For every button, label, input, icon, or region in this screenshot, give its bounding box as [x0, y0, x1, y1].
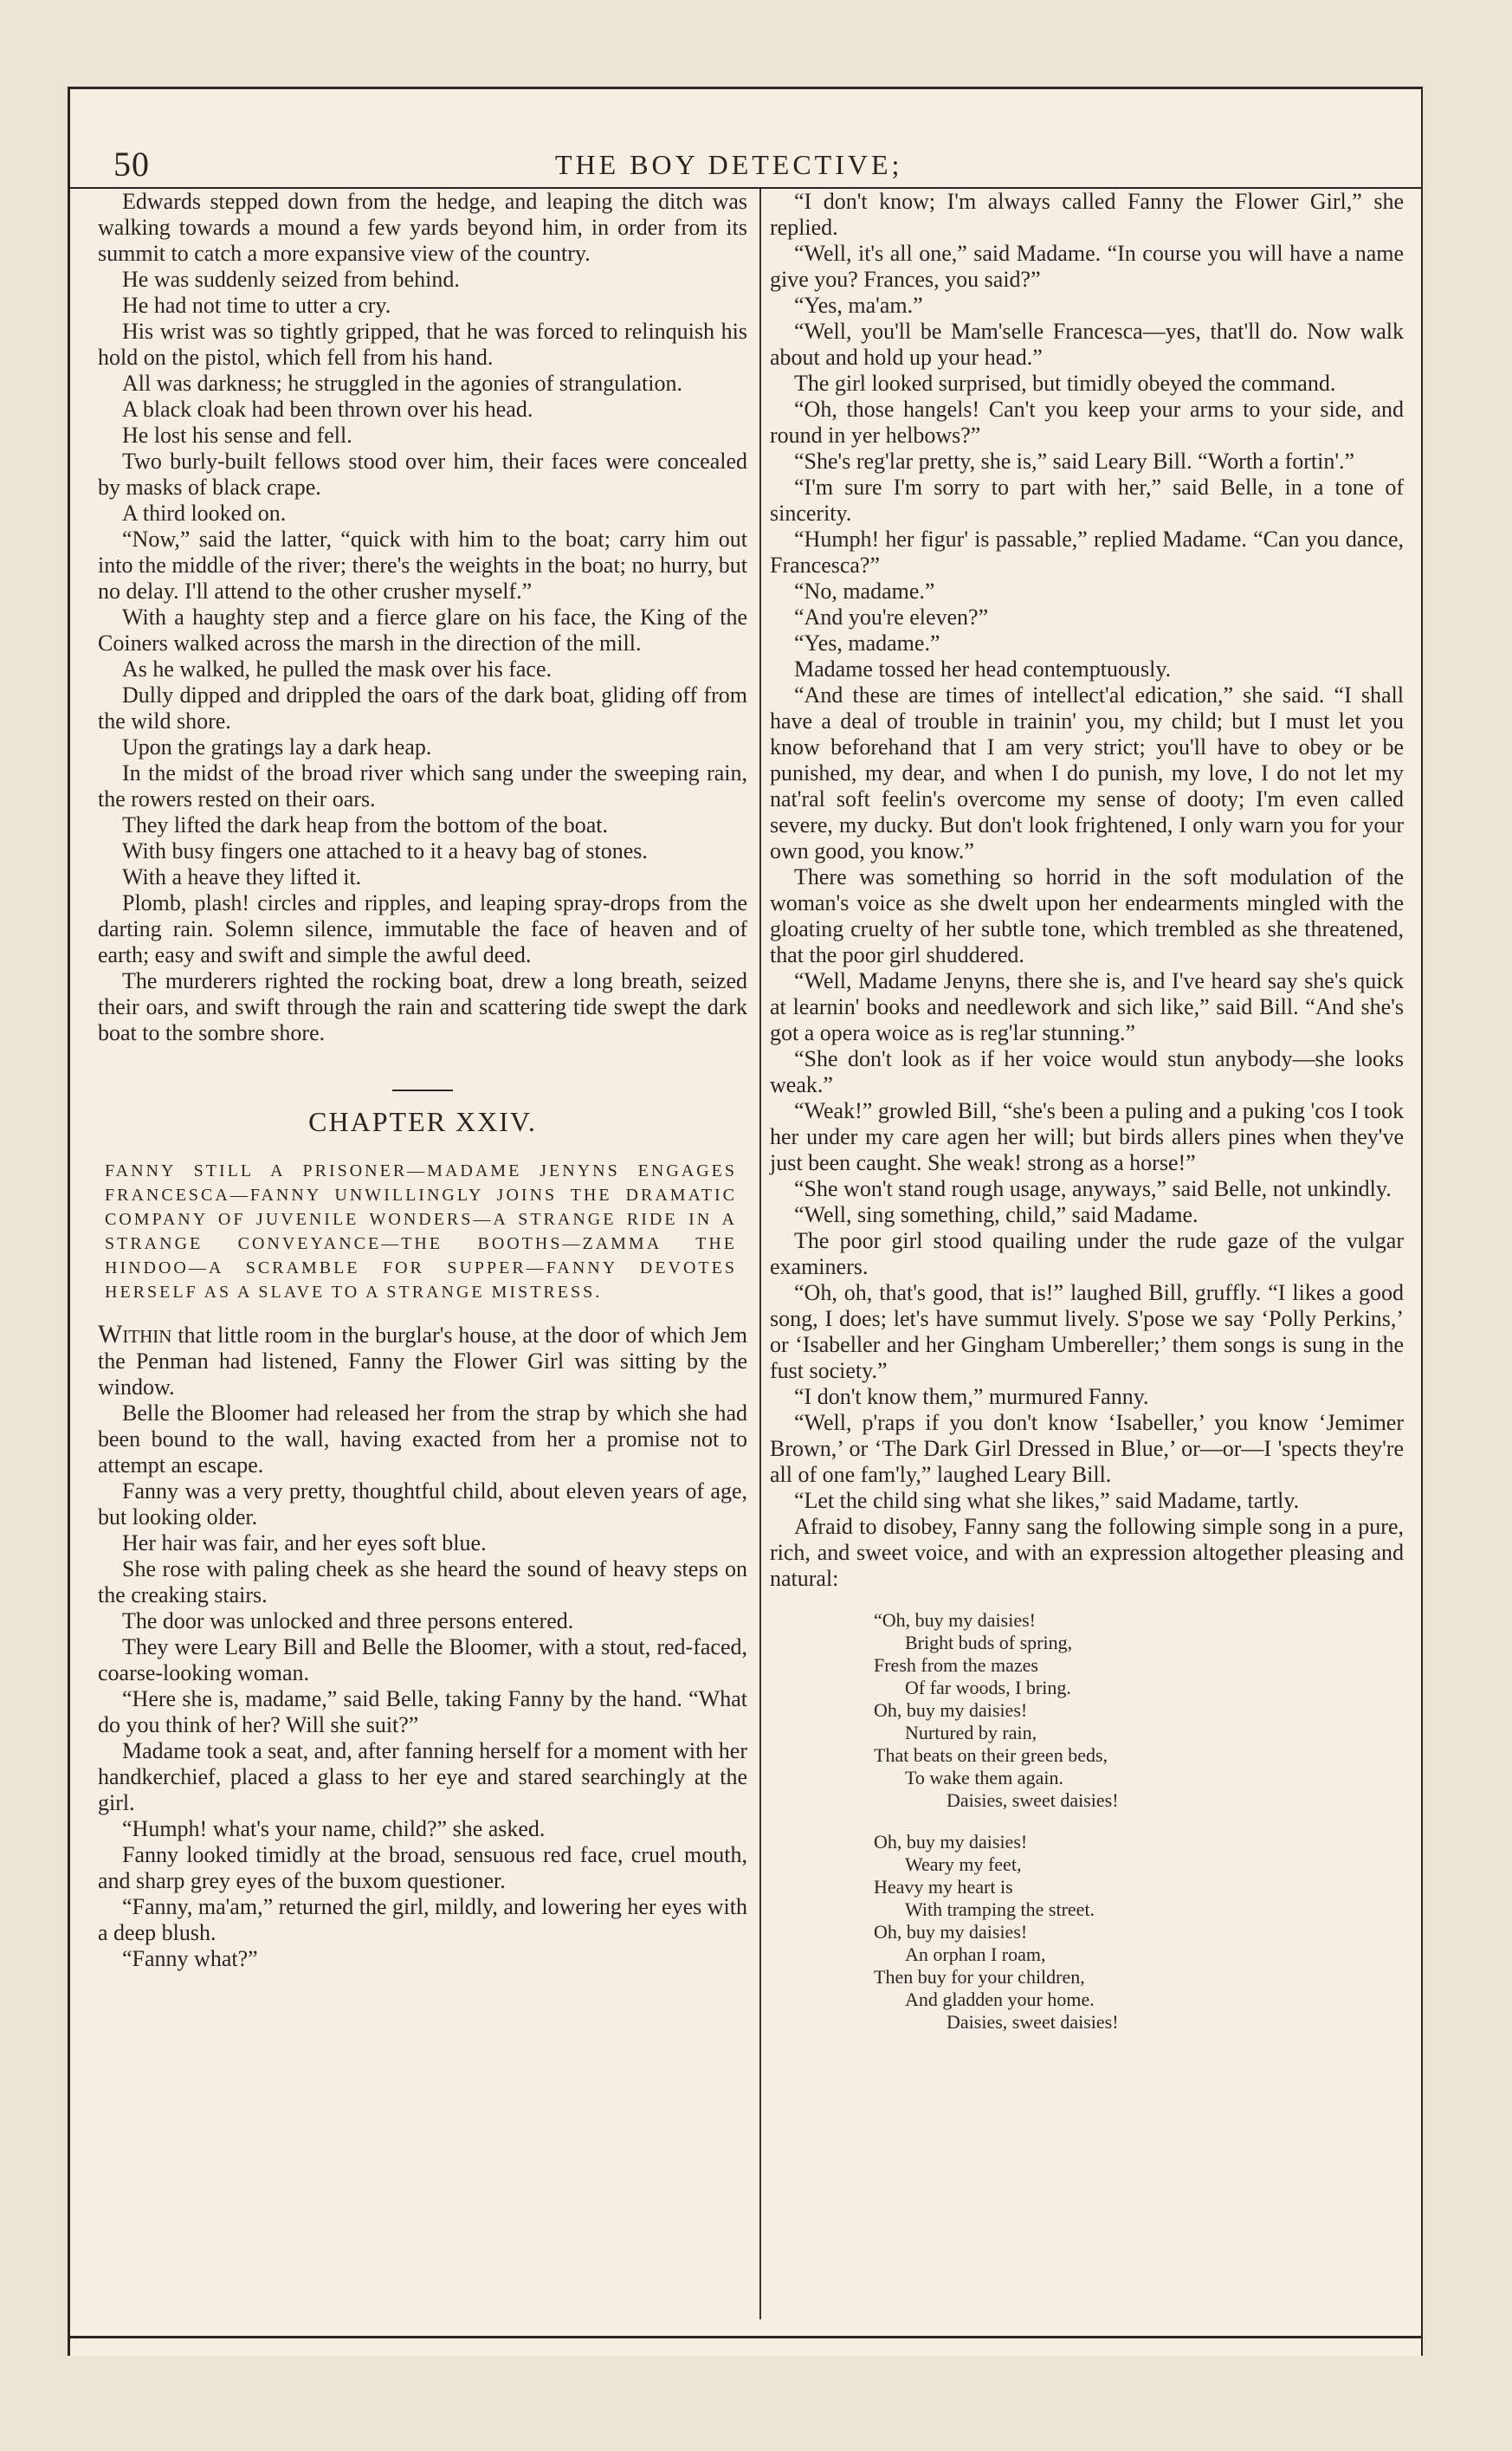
paragraph: The door was unlocked and three persons entered.	[122, 1608, 574, 1633]
poem-stanza	[874, 1609, 1404, 1812]
right-column	[770, 189, 1404, 2053]
chapter-paragraphs	[98, 1400, 747, 1972]
chapter-opening-paragraph	[98, 1322, 747, 1400]
paragraph: With a haughty step and a fierce glare on his face, the King of the Coiners walked across the marsh in the direction of the mill.	[98, 605, 747, 656]
paragraph: He was suddenly seized from behind.	[122, 267, 460, 292]
paragraph: Upon the gratings lay a dark heap.	[122, 734, 432, 760]
paragraph: The poor girl stood quailing under the rude gaze of the vulgar examiners.	[770, 1228, 1404, 1279]
paragraph: Belle the Bloomer had released her from the strap by which she had been bound to the wall, having exacted from her a promise not to attempt an escape.	[98, 1400, 747, 1478]
paragraph: “She won't stand rough usage, anyways,” said Belle, not unkindly.	[794, 1176, 1392, 1201]
left-paragraphs	[98, 189, 747, 1046]
poem-line: Bright buds of spring,	[905, 1632, 1073, 1653]
running-title: THE BOY DETECTIVE;	[555, 149, 903, 180]
paragraph: As he walked, he pulled the mask over his face.	[122, 656, 552, 682]
paragraph: Fanny was a very pretty, thoughtful child, about eleven years of age, but looking older.	[98, 1478, 747, 1529]
paragraph: Dully dipped and drippled the oars of the dark boat, gliding off from the wild shore.	[98, 682, 747, 734]
poem-line: Weary my feet,	[905, 1853, 1022, 1875]
paragraph: Edwards stepped down from the hedge, and leaping the ditch was walking towards a mound a few yards beyond him, in order from its summit to catch a more expansive view of the country.	[98, 189, 747, 266]
poem-line: Oh, buy my daisies!	[874, 1831, 1028, 1853]
paragraph: Two burly-built fellows stood over him, their faces were concealed by masks of black crape.	[98, 449, 747, 500]
paragraph: “I don't know them,” murmured Fanny.	[794, 1384, 1149, 1409]
paragraph: The murderers righted the rocking boat, drew a long breath, seized their oars, and swift through the rain and scattering tide swept the dark boat to the sombre shore.	[98, 968, 747, 1045]
chapter-opening-word: Within	[98, 1320, 172, 1348]
right-paragraphs	[770, 189, 1404, 1592]
poem-line: “Oh, buy my daisies!	[874, 1609, 1036, 1631]
paragraph: “Oh, oh, that's good, that is!” laughed Bill, gruffly. “I likes a good song, I does; let's have summut lively. S'pose we say ‘Polly Perkins,’ or ‘Isabeller and her Gingham Umbereller;’ them songs is sung in the fust society.”	[770, 1280, 1404, 1383]
page-header	[70, 113, 1421, 191]
poem-stanza	[874, 1831, 1404, 2034]
poem-line: Then buy for your children,	[874, 1966, 1085, 1988]
paragraph: “Weak!” growled Bill, “she's been a puling and a puking 'cos I took her under my care agen her will; but birds allers pines when they've just been caught. She weak! strong as a horse!”	[770, 1098, 1404, 1175]
poem-line: Daisies, sweet daisies!	[947, 1789, 1119, 1811]
paragraph: “Humph! her figur' is passable,” replied Madame. “Can you dance, Francesca?”	[770, 527, 1404, 578]
chapter-opening-text: that little room in the burglar's house, at the door of which Jem the Penman had listened, Fanny the Flower Girl was sitting by the window.	[98, 1323, 747, 1400]
paragraph: “Well, you'll be Mam'selle Francesca—yes, that'll do. Now walk about and hold up your head.”	[770, 319, 1404, 370]
paragraph: “I'm sure I'm sorry to part with her,” said Belle, in a tone of sincerity.	[770, 475, 1404, 526]
paragraph: With busy fingers one attached to it a heavy bag of stones.	[122, 838, 648, 863]
poem-line: Daisies, sweet daisies!	[947, 2011, 1119, 2033]
paragraph: A third looked on.	[122, 501, 287, 526]
top-border	[70, 87, 1421, 89]
chapter-title: CHAPTER XXIV.	[308, 1106, 537, 1137]
paragraph: “Humph! what's your name, child?” she asked.	[122, 1816, 546, 1841]
paragraph: “Yes, ma'am.”	[794, 293, 923, 318]
paragraph: He lost his sense and fell.	[122, 423, 352, 448]
paragraph: “Let the child sing what she likes,” said Madame, tartly.	[794, 1488, 1300, 1513]
column-divider	[759, 189, 761, 2319]
poem-line: Nurtured by rain,	[905, 1722, 1037, 1743]
poem-line: To wake them again.	[905, 1767, 1063, 1788]
paragraph: Madame took a seat, and, after fanning herself for a moment with her handkerchief, placed a glass to her eye and stared searchingly at the girl.	[98, 1738, 747, 1815]
paragraph: A black cloak had been thrown over his head.	[122, 397, 533, 422]
paragraph: They lifted the dark heap from the bottom of the boat.	[122, 812, 608, 837]
paragraph: Her hair was fair, and her eyes soft blue.	[122, 1530, 487, 1555]
paragraph: They were Leary Bill and Belle the Bloomer, with a stout, red-faced, coarse-looking woman.	[98, 1634, 747, 1685]
paragraph: The girl looked surprised, but timidly obeyed the command.	[794, 371, 1336, 396]
bottom-border	[70, 2336, 1421, 2338]
paragraph: “Now,” said the latter, “quick with him to the boat; carry him out into the middle of the river; there's the weights in the boat; no hurry, but no delay. I'll attend to the other crusher myself.”	[98, 527, 747, 604]
poem-line: That beats on their green beds,	[874, 1744, 1108, 1766]
poem-line: An orphan I roam,	[905, 1943, 1046, 1965]
paragraph: “She don't look as if her voice would stun anybody—she looks weak.”	[770, 1046, 1404, 1097]
poem-line: With tramping the street.	[905, 1898, 1095, 1920]
chapter-synopsis: FANNY STILL A PRISONER—MADAME JENYNS ENGAGES FRANCESCA—FANNY UNWILLINGLY JOINS THE DRAMATIC COMPANY OF JUVENILE WONDERS—A STRANGE RIDE IN A STRANGE CONVEYANCE—THE BOOTHS—ZAMMA THE HINDOO—A SCRAMBLE FOR SUPPER—FANNY DEVOTES HERSELF AS A SLAVE TO A STRANGE MISTRESS.	[105, 1161, 737, 1302]
paragraph: His wrist was so tightly gripped, that he was forced to relinquish his hold on the pistol, which fell from his hand.	[98, 319, 747, 370]
paragraph: All was darkness; he struggled in the agonies of strangulation.	[122, 371, 682, 396]
paragraph: “Well, p'raps if you don't know ‘Isabeller,’ you know ‘Jemimer Brown,’ or ‘The Dark Girl Dressed in Blue,’ or—or—I 'spects they're all of one fam'ly,” laughed Leary Bill.	[770, 1410, 1404, 1487]
paragraph: “And these are times of intellect'al edication,” she said. “I shall have a deal of trouble in trainin' you, my child; but I must let you know beforehand that I am very strict; you'll have to obey or be punished, my dear, and when I do punish, my love, I do not let my nat'ral soft feelin's overcome my sense of dooty; I'm even called severe, my ducky. But don't look frightened, I only warn you for your own good, you know.”	[770, 682, 1404, 863]
paragraph: There was something so horrid in the soft modulation of the woman's voice as she dwelt upon her endearments mingled with the gloating cruelty of her subtle tone, which trembled as she threatened, that the poor girl shuddered.	[770, 864, 1404, 967]
left-column	[98, 189, 747, 1972]
paragraph: “Well, Madame Jenyns, there she is, and I've heard say she's quick at learnin' books and needlework and sich like,” said Bill. “And she's got a opera woice as is reg'lar stunning.”	[770, 968, 1404, 1045]
paragraph: “Oh, those hangels! Can't you keep your arms to your side, and round in yer helbows?”	[770, 397, 1404, 448]
poem-line: Oh, buy my daisies!	[874, 1699, 1028, 1721]
paragraph: She rose with paling cheek as she heard the sound of heavy steps on the creaking stairs.	[98, 1556, 747, 1607]
page-number: 50	[113, 145, 150, 184]
paragraph: Madame tossed her head contemptuously.	[794, 656, 1172, 682]
poem-line: And gladden your home.	[905, 1989, 1095, 2010]
paragraph: Fanny looked timidly at the broad, sensuous red face, cruel mouth, and sharp grey eyes of the buxom questioner.	[98, 1842, 747, 1893]
paragraph: “I don't know; I'm always called Fanny the Flower Girl,” she replied.	[770, 189, 1404, 240]
chapter-separator	[392, 1090, 453, 1091]
poem-line: Fresh from the mazes	[874, 1654, 1038, 1676]
paragraph: He had not time to utter a cry.	[122, 293, 391, 318]
paragraph: “Fanny what?”	[122, 1946, 258, 1971]
paragraph: “She's reg'lar pretty, she is,” said Leary Bill. “Worth a fortin'.”	[794, 449, 1355, 474]
paragraph: “No, madame.”	[794, 579, 935, 604]
paragraph: “Well, it's all one,” said Madame. “In course you will have a name give you? Frances, you said?”	[770, 241, 1404, 292]
paragraph: “Yes, madame.”	[794, 631, 940, 656]
paragraph: With a heave they lifted it.	[122, 864, 362, 889]
paragraph: “Well, sing something, child,” said Madame.	[794, 1202, 1199, 1227]
poem-line: Heavy my heart is	[874, 1876, 1013, 1898]
paragraph: Afraid to disobey, Fanny sang the following simple song in a pure, rich, and sweet voice, and with an expression altogether pleasing and natural:	[770, 1514, 1404, 1591]
paragraph: “Here she is, madame,” said Belle, taking Fanny by the hand. “What do you think of her? Will she suit?”	[98, 1686, 747, 1737]
poem-line: Oh, buy my daisies!	[874, 1921, 1028, 1943]
paragraph: “And you're eleven?”	[794, 605, 989, 630]
song-poem	[874, 1609, 1404, 2034]
paragraph: “Fanny, ma'am,” returned the girl, mildly, and lowering her eyes with a deep blush.	[98, 1894, 747, 1945]
poem-line: Of far woods, I bring.	[905, 1677, 1071, 1698]
newspaper-page	[68, 87, 1423, 2356]
paragraph: In the midst of the broad river which sang under the sweeping rain, the rowers rested on their oars.	[98, 760, 747, 812]
paragraph: Plomb, plash! circles and ripples, and leaping spray-drops from the darting rain. Solemn silence, immutable the face of heaven and of earth; easy and swift and simple the awful deed.	[98, 890, 747, 967]
